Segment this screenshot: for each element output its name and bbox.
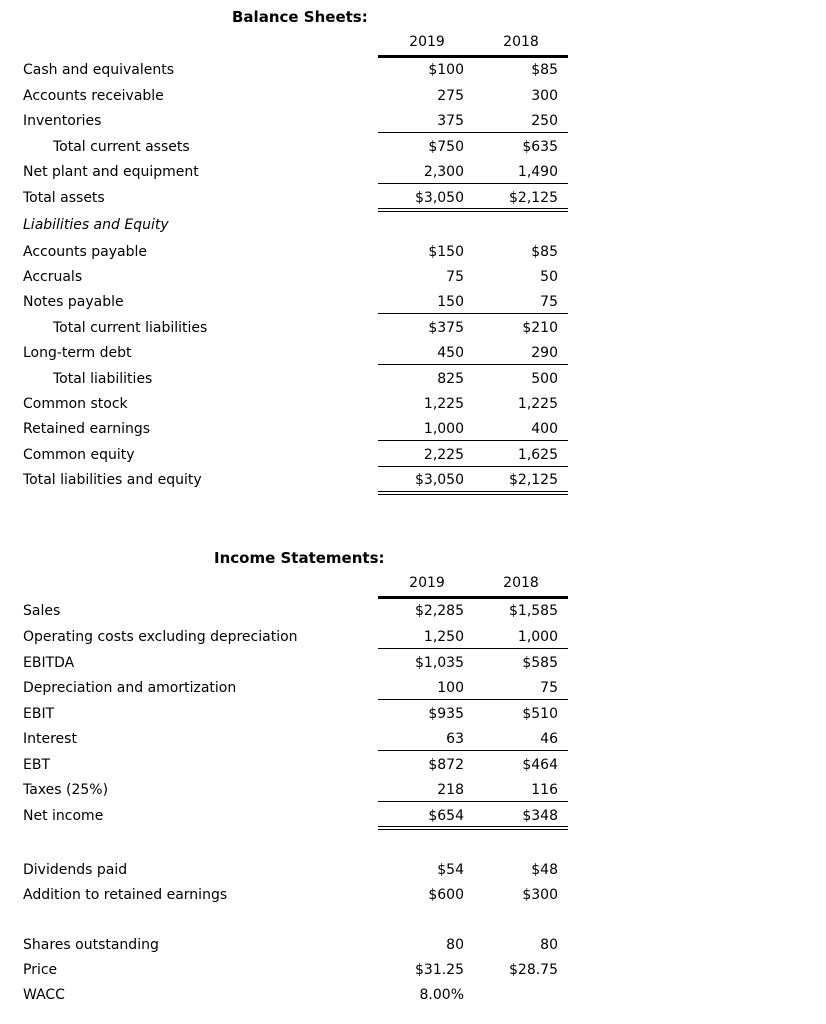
row-label: Cash and equivalents (23, 62, 175, 78)
value-2019: $54 (437, 862, 464, 878)
value-2018: $348 (522, 808, 558, 824)
row-label: EBIT (23, 706, 55, 722)
value-2018: $28.75 (509, 962, 558, 978)
value-2018: $510 (522, 706, 558, 722)
value-2018: 1,225 (517, 396, 558, 412)
row-label: Common stock (23, 396, 128, 412)
balance-row (0, 267, 826, 291)
income-row (0, 935, 826, 959)
value-2019: $3,050 (415, 472, 464, 488)
value-2019: $31.25 (415, 962, 464, 978)
row-label: Interest (23, 731, 77, 747)
value-2019: $150 (428, 244, 464, 260)
income-row (0, 601, 826, 625)
value-2019: $3,050 (415, 190, 464, 206)
value-2018: 75 (540, 294, 558, 310)
balance-row (0, 60, 826, 84)
income-row (0, 755, 826, 779)
value-2018: $85 (531, 244, 558, 260)
balance-row (0, 86, 826, 110)
value-2019: 450 (437, 345, 464, 361)
value-2019: 100 (437, 680, 464, 696)
value-2018: 500 (531, 371, 558, 387)
row-label: Accruals (23, 269, 83, 285)
income-statement-title: Income Statements: (214, 549, 385, 567)
value-2019: 1,000 (423, 421, 464, 437)
value-2018: $85 (531, 62, 558, 78)
value-2018: $210 (522, 320, 558, 336)
value-2018: 1,490 (517, 164, 558, 180)
value-2019: $2,285 (415, 603, 464, 619)
row-label: Dividends paid (23, 862, 128, 878)
value-2018: 300 (531, 88, 558, 104)
row-label: Notes payable (23, 294, 124, 310)
row-label: Addition to retained earnings (23, 887, 228, 903)
row-label: Accounts receivable (23, 88, 164, 104)
value-2019: 75 (446, 269, 464, 285)
income-row (0, 860, 826, 884)
income-row (0, 653, 826, 677)
value-2019: $1,035 (415, 655, 464, 671)
row-label: EBITDA (23, 655, 75, 671)
income-row (0, 960, 826, 984)
income-header-rule (378, 596, 568, 599)
subtotal-rule (378, 364, 568, 365)
total-double-rule (378, 208, 568, 212)
subtotal-rule (378, 750, 568, 751)
value-2018: $2,125 (509, 190, 558, 206)
value-2019: 63 (446, 731, 464, 747)
value-2019: $750 (428, 139, 464, 155)
row-label: Liabilities and Equity (23, 217, 169, 233)
value-2019: 2,225 (423, 447, 464, 463)
balance-row (0, 137, 826, 161)
row-label: Total current liabilities (53, 320, 208, 336)
row-label: Long-term debt (23, 345, 132, 361)
income-row (0, 704, 826, 728)
income-header-2019: 2019 (409, 575, 445, 591)
value-2018: $464 (522, 757, 558, 773)
value-2019: 8.00% (419, 987, 464, 1003)
row-label: Operating costs excluding depreciation (23, 629, 298, 645)
subtotal-rule (378, 440, 568, 441)
value-2019: 825 (437, 371, 464, 387)
value-2018: 1,625 (517, 447, 558, 463)
subtotal-rule (378, 699, 568, 700)
value-2018: 400 (531, 421, 558, 437)
row-label: Total current assets (53, 139, 190, 155)
total-double-rule (378, 826, 568, 830)
value-2019: 80 (446, 937, 464, 953)
balance-header-2019: 2019 (409, 34, 445, 50)
income-row (0, 985, 826, 1009)
value-2019: $600 (428, 887, 464, 903)
subtotal-rule (378, 648, 568, 649)
balance-row (0, 318, 826, 342)
row-label: Depreciation and amortization (23, 680, 237, 696)
value-2019: $654 (428, 808, 464, 824)
row-label: Taxes (25%) (23, 782, 109, 798)
row-label: Net income (23, 808, 104, 824)
row-label: Inventories (23, 113, 102, 129)
total-double-rule (378, 491, 568, 495)
value-2019: $100 (428, 62, 464, 78)
value-2018: 250 (531, 113, 558, 129)
row-label: Total liabilities (53, 371, 153, 387)
row-label: Shares outstanding (23, 937, 159, 953)
value-2019: 150 (437, 294, 464, 310)
section-heading (0, 215, 826, 239)
row-label: Net plant and equipment (23, 164, 199, 180)
row-label: Total assets (23, 190, 105, 206)
value-2018: 290 (531, 345, 558, 361)
balance-row (0, 242, 826, 266)
value-2018: 80 (540, 937, 558, 953)
value-2018: $2,125 (509, 472, 558, 488)
balance-header-rule (378, 55, 568, 58)
row-label: WACC (23, 987, 65, 1003)
row-label: Sales (23, 603, 61, 619)
value-2019: $872 (428, 757, 464, 773)
income-header-2018: 2018 (503, 575, 539, 591)
balance-row (0, 394, 826, 418)
balance-sheet-title: Balance Sheets: (232, 8, 368, 26)
balance-row (0, 369, 826, 393)
value-2019: 275 (437, 88, 464, 104)
value-2019: 2,300 (423, 164, 464, 180)
value-2018: 1,000 (517, 629, 558, 645)
value-2018: 50 (540, 269, 558, 285)
row-label: Total liabilities and equity (23, 472, 202, 488)
value-2019: $935 (428, 706, 464, 722)
value-2018: $585 (522, 655, 558, 671)
subtotal-rule (378, 132, 568, 133)
value-2018: $300 (522, 887, 558, 903)
income-row (0, 885, 826, 909)
value-2018: $1,585 (509, 603, 558, 619)
row-label: Accounts payable (23, 244, 147, 260)
subtotal-rule (378, 801, 568, 802)
subtotal-rule (378, 183, 568, 184)
value-2018: $48 (531, 862, 558, 878)
subtotal-rule (378, 466, 568, 467)
balance-header-2018: 2018 (503, 34, 539, 50)
value-2018: 75 (540, 680, 558, 696)
row-label: Common equity (23, 447, 135, 463)
value-2019: 1,250 (423, 629, 464, 645)
value-2019: 375 (437, 113, 464, 129)
row-label: EBT (23, 757, 51, 773)
value-2019: 218 (437, 782, 464, 798)
subtotal-rule (378, 313, 568, 314)
row-label: Retained earnings (23, 421, 151, 437)
value-2019: 1,225 (423, 396, 464, 412)
value-2019: $375 (428, 320, 464, 336)
value-2018: 116 (531, 782, 558, 798)
row-label: Price (23, 962, 58, 978)
value-2018: 46 (540, 731, 558, 747)
value-2018: $635 (522, 139, 558, 155)
